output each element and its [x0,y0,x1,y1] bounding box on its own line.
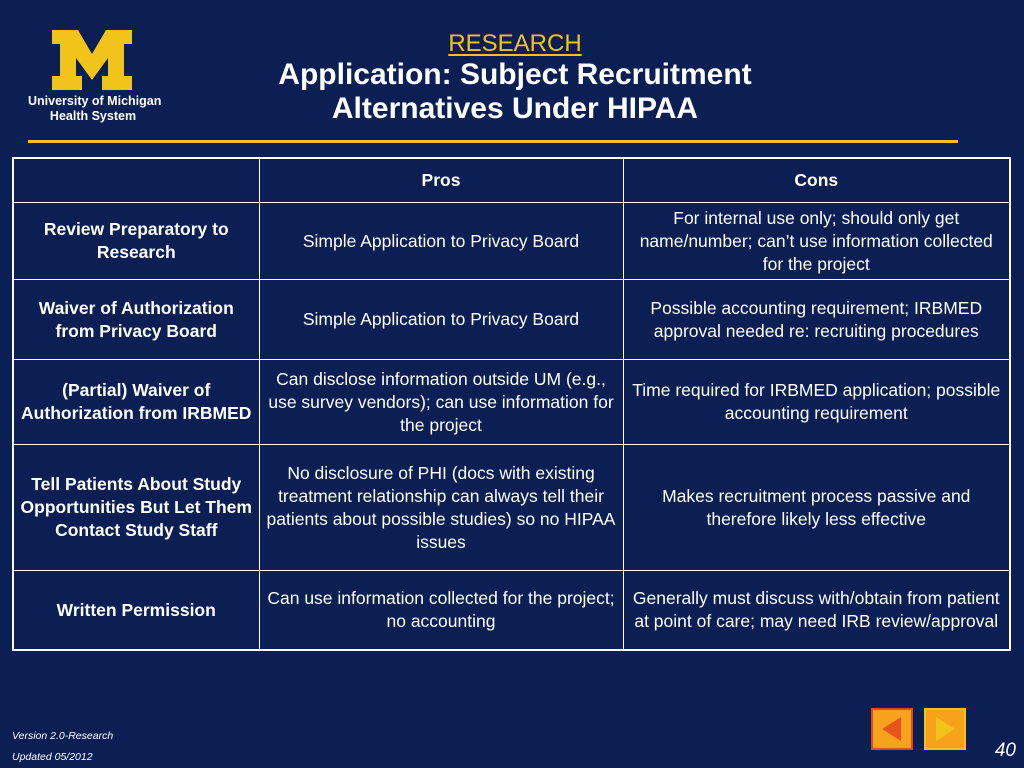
section-label: RESEARCH [448,30,582,57]
table-row [13,571,1010,651]
cons-cell: Time required for IRBMED application; possible accounting requirement [623,360,1010,445]
table-row [13,280,1010,360]
pros-cell: Simple Application to Privacy Board [259,280,623,360]
cons-cell: Generally must discuss with/obtain from patient at point of care; may need IRB review/approval [623,571,1010,651]
row-label: Written Permission [13,571,259,651]
title-divider [28,140,958,143]
row-label: Waiver of Authorization from Privacy Board [13,280,259,360]
cons-cell: Makes recruitment process passive and therefore likely less effective [623,445,1010,571]
header-cell-pros: Pros [259,158,623,203]
header-cell-empty [13,158,259,203]
table-row [13,203,1010,280]
slide-title-line-1: Application: Subject Recruitment [278,58,752,91]
recruitment-alternatives-table [12,157,1011,651]
university-of-michigan-logo [28,28,162,128]
logo-line-2: Health System [49,109,137,123]
slide-title-block [160,30,870,126]
table-row [13,360,1010,445]
block-m-icon [50,28,134,92]
logo-caption [28,94,162,124]
footer-updated-date: Updated 05/2012 [12,751,93,763]
table-header-row [13,158,1010,203]
header-cell-cons: Cons [623,158,1010,203]
slide-title-line-2: Alternatives Under HIPAA [331,92,699,125]
arrow-right-icon [926,710,964,748]
pros-cell: No disclosure of PHI (docs with existing treatment relationship can always tell their patients about possible studies) so no HIPAA issues [259,445,623,571]
table-row [13,445,1010,571]
previous-slide-button[interactable] [871,708,913,750]
footer-version: Version 2.0-Research [12,730,114,742]
pros-cell: Simple Application to Privacy Board [259,203,623,280]
cons-cell: Possible accounting requirement; IRBMED approval needed re: recruiting procedures [623,280,1010,360]
row-label: Review Preparatory to Research [13,203,259,280]
pros-cell: Can disclose information outside UM (e.g., use survey vendors); can use information for the project [259,360,623,445]
page-number: 40 [994,740,1016,761]
row-label: Tell Patients About Study Opportunities But Let Them Contact Study Staff [13,445,259,571]
pros-cell: Can use information collected for the project; no accounting [259,571,623,651]
row-label: (Partial) Waiver of Authorization from IRBMED [13,360,259,445]
cons-cell: For internal use only; should only get name/number; can’t use information collected for the project [623,203,1010,280]
logo-line-1: University of Michigan [28,94,162,108]
arrow-left-icon [873,710,911,748]
next-slide-button[interactable] [924,708,966,750]
